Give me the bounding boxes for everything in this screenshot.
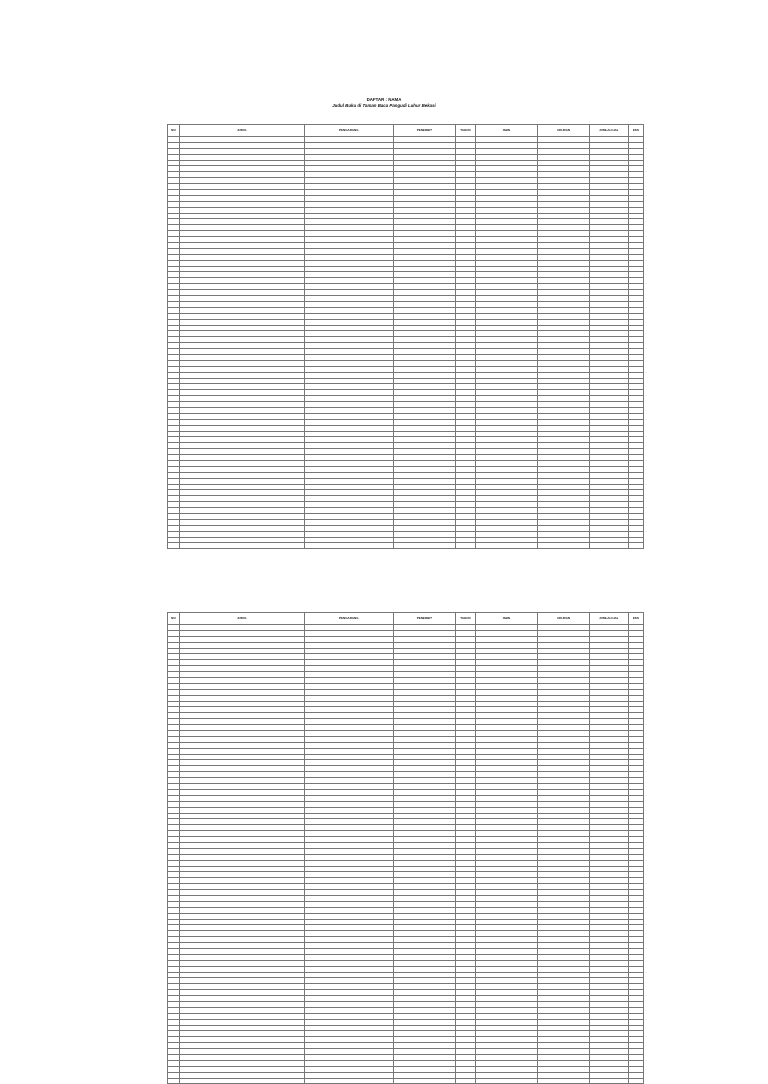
header-pengarang: PENGARANG [305,125,394,137]
header-jumlah-hal: JUMLAH HAL [589,613,628,625]
table-header-row [168,125,644,137]
book-table-2-body [168,625,644,1084]
header-tahun: TAHUN [456,613,475,625]
header-penerbit: PENERBIT [393,613,456,625]
cell-judul [179,1078,304,1084]
book-table-2 [167,612,644,1084]
header-no: NO [168,125,180,137]
document-subtitle: Judul Buku di Taman Baca Pangudi Luhur Bekasi [332,103,436,108]
table-row [168,543,644,549]
cell-jumlah-hal [589,1078,628,1084]
header-isbn: ISBN [475,125,538,137]
cell-eks [628,1078,643,1084]
book-table-1-body [168,137,644,549]
cell-no [168,1078,180,1084]
header-eks: EKS [628,125,643,137]
cell-penerbit [393,543,456,549]
cell-ukuran [538,543,590,549]
header-ukuran: UKURAN [538,613,590,625]
cell-penerbit [393,1078,456,1084]
cell-ukuran [538,1078,590,1084]
cell-eks [628,543,643,549]
header-jumlah-hal: JUMLAH HAL [589,125,628,137]
table-header-row [168,613,644,625]
header-eks: EKS [628,613,643,625]
cell-isbn [475,543,538,549]
cell-pengarang [305,543,394,549]
header-tahun: TAHUN [456,125,475,137]
table-row [168,1078,644,1084]
cell-tahun [456,543,475,549]
cell-pengarang [305,1078,394,1084]
cell-tahun [456,1078,475,1084]
header-ukuran: UKURAN [538,125,590,137]
cell-judul [179,543,304,549]
header-judul: JUDUL [179,613,304,625]
cell-jumlah-hal [589,543,628,549]
header-judul: JUDUL [179,125,304,137]
header-isbn: ISBN [475,613,538,625]
cell-no [168,543,180,549]
header-pengarang: PENGARANG [305,613,394,625]
header-no: NO [168,613,180,625]
cell-isbn [475,1078,538,1084]
document-title: DAFTAR : NAMA [366,97,402,102]
book-table-1 [167,124,644,549]
header-penerbit: PENERBIT [393,125,456,137]
